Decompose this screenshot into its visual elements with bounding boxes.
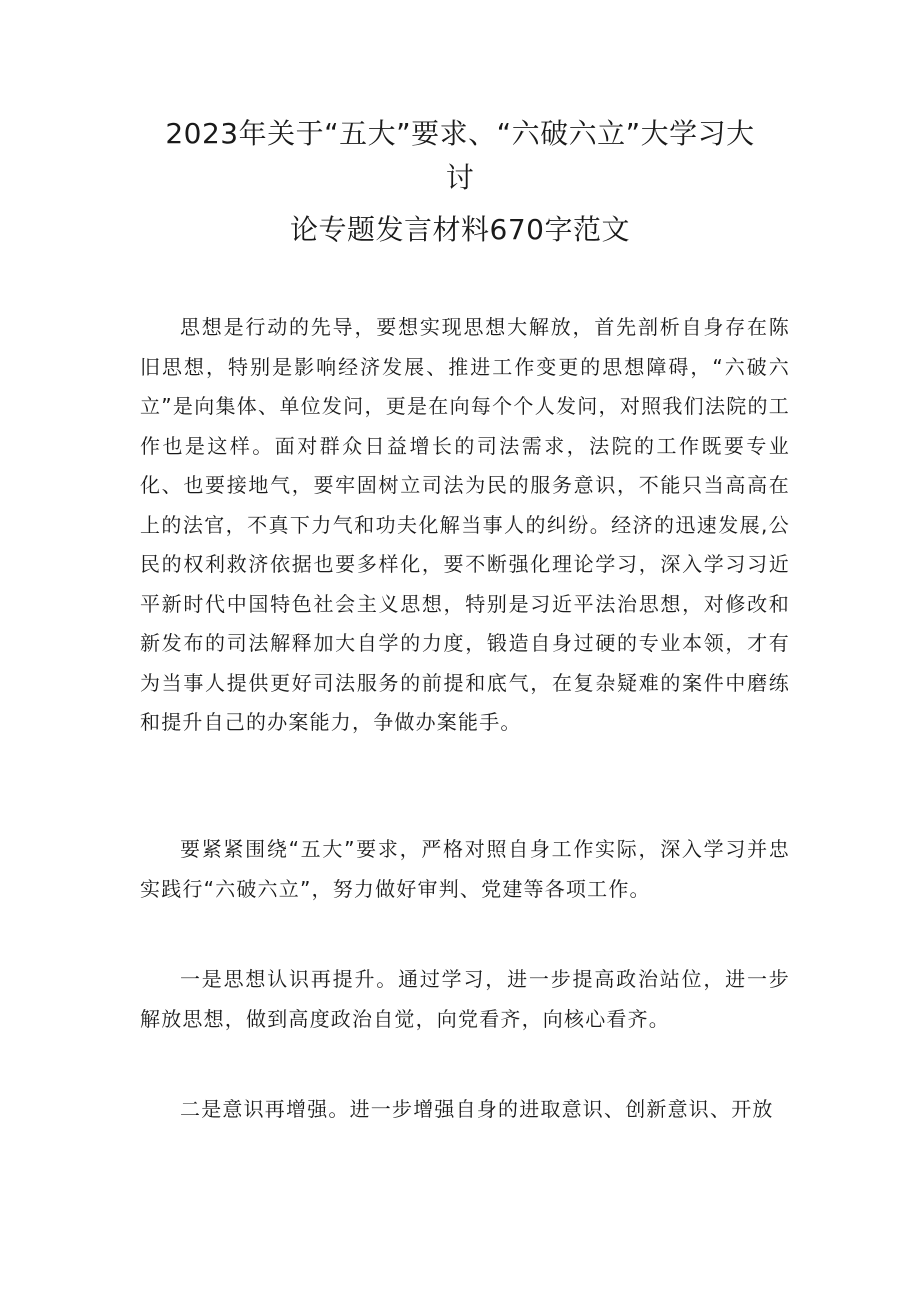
body-paragraph-4: 二是意识再增强。进一步增强自身的进取意识、创新意识、开放 xyxy=(180,1097,774,1121)
document-title-line-1: 2023年关于“五大”要求、“六破六立”大学习大 xyxy=(165,117,755,150)
document-title-line-2: 讨 xyxy=(445,161,475,194)
document-title-line-3: 论专题发言材料670字范文 xyxy=(290,213,630,246)
body-paragraph-3: 一是思想认识再提升。通过学习，进一步提高政治站位，进一步解放思想，做到高度政治自觉，向党看齐，向核心看齐。 xyxy=(140,967,790,1031)
body-paragraph-1: 思想是行动的先导，要想实现思想大解放，首先剖析自身存在陈旧思想，特别是影响经济发展、推进工作变更的思想障碍，“六破六立”是向集体、单位发问，更是在向每个个人发问，对照我们法院的工作也是这样。面对群众日益增长的司法需求，法院的工作既要专业化、也要接地气，要牢固树立司法为民的服务意识，不能只当高高在上的法官，不真下力气和功夫化解当事人的纠纷。经济的迅速发展,公民的权利救济依据也要多样化，要不断强化理论学习，深入学习习近平新时代中国特色社会主义思想，特别是习近平法治思想，对修改和新发布的司法解释加大自学的力度，锻造自身过硬的专业本领，才有为当事人提供更好司法服务的前提和底气，在复杂疑难的案件中磨练和提升自己的办案能力，争做办案能手。 xyxy=(140,315,790,734)
body-paragraph-2: 要紧紧围绕“五大”要求，严格对照自身工作实际，深入学习并忠实践行“六破六立”，努力做好审判、党建等各项工作。 xyxy=(140,837,790,901)
